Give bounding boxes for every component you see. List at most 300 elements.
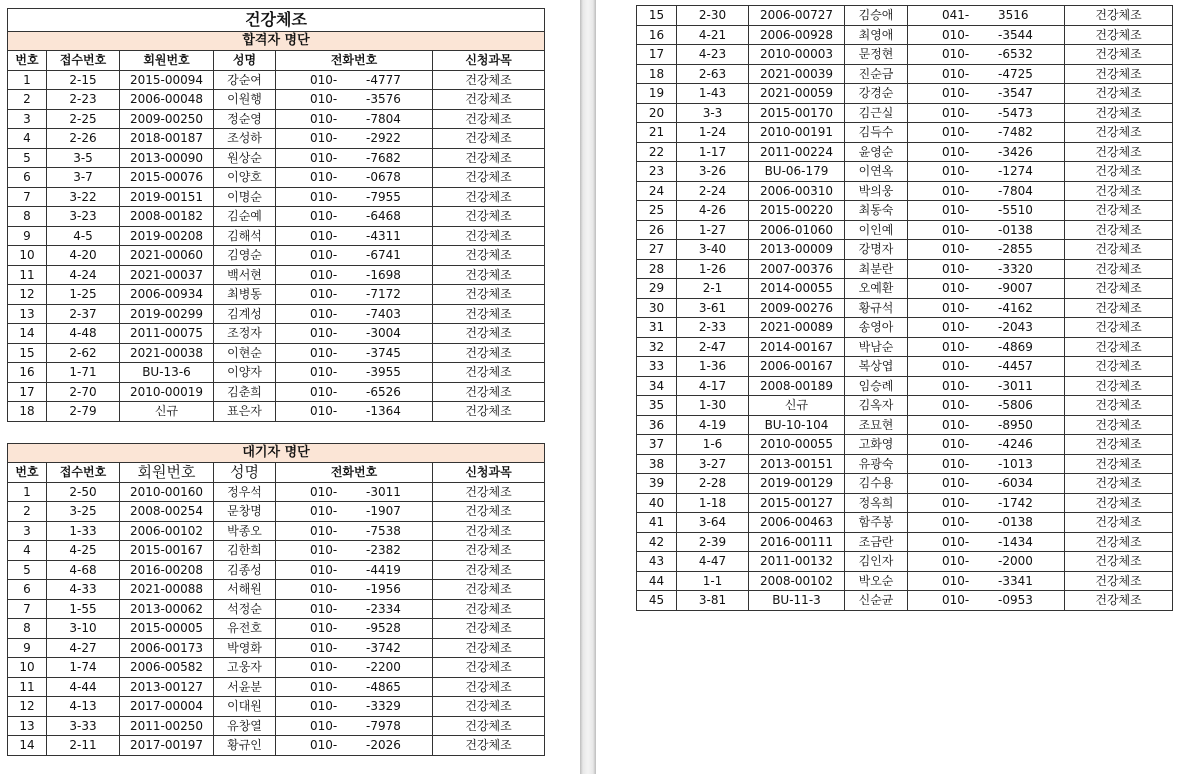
table-row: [8, 129, 545, 149]
course-name: 건강체조: [433, 265, 545, 285]
row-number: 13: [8, 304, 47, 324]
phone-redaction: [969, 591, 993, 610]
phone-prefix: 010-: [310, 345, 338, 360]
phone-redaction: [337, 246, 361, 265]
course-name: 건강체조: [1065, 357, 1173, 377]
member-number: 2011-00132: [749, 552, 845, 572]
phone-suffix: -3341: [998, 573, 1033, 588]
phone-suffix: -7978: [366, 718, 401, 733]
member-name: 최동숙: [845, 201, 908, 221]
course-name: 건강체조: [1065, 552, 1173, 572]
member-name: 정순영: [214, 109, 276, 129]
waiting-roster-continued-body: [637, 6, 1173, 611]
table-row: [637, 318, 1173, 338]
member-name: 김수용: [845, 474, 908, 494]
phone-redaction: [337, 188, 361, 207]
passed-roster-body: [8, 70, 545, 421]
phone-suffix: -7955: [366, 189, 401, 204]
phone-redaction: [337, 561, 361, 580]
phone-redaction: [337, 639, 361, 658]
member-number: 2010-00055: [749, 435, 845, 455]
course-name: 건강체조: [433, 168, 545, 188]
table-row: [637, 474, 1173, 494]
course-name: 건강체조: [1065, 103, 1173, 123]
member-number: 2010-00191: [749, 123, 845, 143]
row-number: 37: [637, 435, 677, 455]
receipt-number: 4-44: [47, 677, 120, 697]
course-name: 건강체조: [433, 521, 545, 541]
phone-redaction: [337, 344, 361, 363]
receipt-number: 2-26: [47, 129, 120, 149]
member-number: 2006-00102: [120, 521, 214, 541]
receipt-number: 2-24: [677, 181, 749, 201]
member-name: 이양자: [214, 363, 276, 383]
phone-prefix: 010-: [942, 144, 970, 159]
phone-number: [276, 580, 433, 600]
member-number: 2021-00038: [120, 343, 214, 363]
table-row: [637, 493, 1173, 513]
table-row: [8, 560, 545, 580]
receipt-number: 2-11: [47, 736, 120, 756]
course-name: 건강체조: [1065, 298, 1173, 318]
phone-redaction: [337, 90, 361, 109]
phone-number: [276, 658, 433, 678]
phone-number: [276, 697, 433, 717]
row-number: 15: [637, 6, 677, 26]
course-name: 건강체조: [1065, 123, 1173, 143]
phone-number: [908, 571, 1065, 591]
phone-number: [276, 402, 433, 422]
member-name: 함주봉: [845, 513, 908, 533]
phone-number: [908, 435, 1065, 455]
row-number: 7: [8, 599, 47, 619]
receipt-number: 1-74: [47, 658, 120, 678]
receipt-number: 2-28: [677, 474, 749, 494]
phone-redaction: [337, 580, 361, 599]
phone-redaction: [969, 299, 993, 318]
phone-number: [276, 226, 433, 246]
member-name: 김한희: [214, 541, 276, 561]
row-number: 27: [637, 240, 677, 260]
row-number: 2: [8, 502, 47, 522]
member-number: BU-10-104: [749, 415, 845, 435]
receipt-number: 4-68: [47, 560, 120, 580]
table-row: [8, 697, 545, 717]
member-name: 표은자: [214, 402, 276, 422]
course-name: 건강체조: [433, 207, 545, 227]
phone-prefix: 010-: [942, 495, 970, 510]
course-name: 건강체조: [1065, 435, 1173, 455]
receipt-number: 1-33: [47, 521, 120, 541]
phone-number: [908, 84, 1065, 104]
member-name: 김영순: [214, 246, 276, 266]
phone-prefix: 010-: [942, 183, 970, 198]
course-name: 건강체조: [1065, 493, 1173, 513]
member-name: 김종성: [214, 560, 276, 580]
phone-redaction: [969, 162, 993, 181]
column-header-member: 회원번호: [120, 463, 214, 483]
phone-number: [908, 376, 1065, 396]
member-number: 2018-00187: [120, 129, 214, 149]
phone-prefix: 010-: [942, 281, 970, 295]
member-number: 2021-00060: [120, 246, 214, 266]
phone-suffix: -9528: [366, 621, 401, 635]
member-name: 황규석: [845, 298, 908, 318]
phone-prefix: 010-: [310, 92, 338, 106]
phone-number: [276, 168, 433, 188]
phone-suffix: -2334: [366, 601, 401, 616]
member-number: BU-06-179: [749, 162, 845, 182]
table-row: [8, 402, 545, 422]
receipt-number: 3-27: [677, 454, 749, 474]
phone-suffix: 3516: [998, 8, 1029, 22]
phone-redaction: [969, 513, 993, 532]
receipt-number: 2-63: [677, 64, 749, 84]
course-name: 건강체조: [1065, 415, 1173, 435]
phone-redaction: [337, 149, 361, 168]
phone-number: [908, 162, 1065, 182]
phone-prefix: 010-: [942, 437, 970, 451]
receipt-number: 1-43: [677, 84, 749, 104]
receipt-number: 3-81: [677, 591, 749, 611]
row-number: 7: [8, 187, 47, 207]
member-number: 2017-00197: [120, 736, 214, 756]
course-name: 건강체조: [1065, 337, 1173, 357]
phone-prefix: 010-: [942, 554, 970, 568]
document-page-left: [0, 0, 580, 774]
phone-number: [908, 454, 1065, 474]
phone-prefix: 010-: [942, 534, 970, 549]
member-number: 2013-00151: [749, 454, 845, 474]
course-name: 건강체조: [433, 619, 545, 639]
phone-suffix: -1698: [366, 267, 401, 282]
phone-prefix: 010-: [942, 417, 970, 432]
course-name: 건강체조: [1065, 454, 1173, 474]
phone-number: [908, 474, 1065, 494]
member-number: 2014-00055: [749, 279, 845, 299]
course-name: 건강체조: [1065, 571, 1173, 591]
member-name: 이대원: [214, 697, 276, 717]
row-number: 30: [637, 298, 677, 318]
phone-prefix: 010-: [310, 621, 338, 635]
member-name: 고웅자: [214, 658, 276, 678]
receipt-number: 3-23: [47, 207, 120, 227]
member-number: 2009-00276: [749, 298, 845, 318]
phone-number: [908, 181, 1065, 201]
table-row: [8, 304, 545, 324]
phone-number: [276, 148, 433, 168]
row-number: 19: [637, 84, 677, 104]
table-row: [637, 220, 1173, 240]
document-title: 건강체조: [8, 9, 545, 32]
phone-suffix: -2855: [998, 242, 1033, 256]
phone-prefix: 010-: [310, 384, 338, 399]
table-row: [8, 736, 545, 756]
member-name: 정옥희: [845, 493, 908, 513]
table-row: [637, 591, 1173, 611]
receipt-number: 3-26: [677, 162, 749, 182]
member-number: 2006-00727: [749, 6, 845, 26]
table-row: [8, 619, 545, 639]
table-row: [637, 181, 1173, 201]
phone-prefix: 010-: [310, 601, 338, 616]
phone-redaction: [969, 45, 993, 64]
receipt-number: 2-1: [677, 279, 749, 299]
phone-redaction: [969, 494, 993, 513]
phone-redaction: [337, 483, 361, 502]
table-row: [8, 521, 545, 541]
course-name: 건강체조: [1065, 240, 1173, 260]
receipt-number: 2-70: [47, 382, 120, 402]
row-number: 15: [8, 343, 47, 363]
receipt-number: 4-27: [47, 638, 120, 658]
table-row: [8, 187, 545, 207]
phone-prefix: 010-: [310, 484, 338, 499]
phone-suffix: -0953: [998, 593, 1033, 607]
course-name: 건강체조: [433, 382, 545, 402]
member-name: 박영화: [214, 638, 276, 658]
member-name: 서윤분: [214, 677, 276, 697]
course-name: 건강체조: [433, 226, 545, 246]
member-number: 2006-01060: [749, 220, 845, 240]
course-name: 건강체조: [433, 599, 545, 619]
table-row: [637, 45, 1173, 65]
table-row: [8, 658, 545, 678]
receipt-number: 4-33: [47, 580, 120, 600]
row-number: 9: [8, 226, 47, 246]
receipt-number: 3-10: [47, 619, 120, 639]
course-name: 건강체조: [433, 402, 545, 422]
receipt-number: 3-25: [47, 502, 120, 522]
phone-number: [908, 123, 1065, 143]
table-row: [8, 541, 545, 561]
member-number: 2019-00129: [749, 474, 845, 494]
row-number: 18: [8, 402, 47, 422]
course-name: 건강체조: [433, 148, 545, 168]
phone-number: [908, 357, 1065, 377]
member-number: 2008-00182: [120, 207, 214, 227]
phone-redaction: [969, 6, 993, 25]
row-number: 38: [637, 454, 677, 474]
phone-prefix: 010-: [942, 66, 970, 81]
phone-prefix: 010-: [310, 404, 338, 418]
member-number: 2014-00167: [749, 337, 845, 357]
table-row: [8, 90, 545, 110]
course-name: 건강체조: [1065, 279, 1173, 299]
phone-suffix: -4457: [998, 359, 1033, 373]
phone-prefix: 010-: [310, 72, 338, 87]
member-number: 2010-00160: [120, 482, 214, 502]
member-name: 이양호: [214, 168, 276, 188]
phone-suffix: -2026: [366, 738, 401, 752]
phone-suffix: -7172: [366, 287, 401, 301]
course-name: 건강체조: [433, 109, 545, 129]
phone-suffix: -5510: [998, 203, 1033, 217]
receipt-number: 3-7: [47, 168, 120, 188]
phone-number: [908, 337, 1065, 357]
phone-redaction: [337, 383, 361, 402]
member-name: 김해석: [214, 226, 276, 246]
receipt-number: 4-26: [677, 201, 749, 221]
row-number: 45: [637, 591, 677, 611]
table-row: [8, 226, 545, 246]
phone-suffix: -2200: [366, 660, 401, 674]
row-number: 3: [8, 109, 47, 129]
table-row: [8, 716, 545, 736]
course-name: 건강체조: [433, 677, 545, 697]
phone-prefix: 010-: [310, 131, 338, 145]
member-number: 2006-00934: [120, 285, 214, 305]
member-number: 2016-00111: [749, 532, 845, 552]
table-row: [637, 513, 1173, 533]
member-number: 2008-00189: [749, 376, 845, 396]
phone-prefix: 010-: [942, 359, 970, 373]
phone-suffix: -7682: [366, 150, 401, 165]
member-number: BU-11-3: [749, 591, 845, 611]
table-row: [8, 207, 545, 227]
receipt-number: 2-47: [677, 337, 749, 357]
phone-prefix: 010-: [942, 261, 970, 276]
course-name: 건강체조: [433, 246, 545, 266]
phone-number: [276, 482, 433, 502]
course-name: 건강체조: [433, 285, 545, 305]
phone-number: [276, 716, 433, 736]
table-row: [637, 337, 1173, 357]
member-name: 김득수: [845, 123, 908, 143]
phone-number: [276, 90, 433, 110]
phone-redaction: [969, 260, 993, 279]
phone-prefix: 010-: [942, 86, 970, 100]
receipt-number: 4-17: [677, 376, 749, 396]
row-number: 34: [637, 376, 677, 396]
receipt-number: 2-39: [677, 532, 749, 552]
page-gap: [580, 0, 596, 774]
table-row: [637, 571, 1173, 591]
row-number: 16: [8, 363, 47, 383]
member-name: 유광숙: [845, 454, 908, 474]
phone-suffix: -4419: [366, 562, 401, 577]
member-number: 2013-00127: [120, 677, 214, 697]
row-number: 1: [8, 482, 47, 502]
table-header-row: [8, 51, 545, 71]
phone-redaction: [337, 402, 361, 421]
phone-suffix: -3745: [366, 345, 401, 360]
phone-suffix: -3011: [366, 484, 401, 499]
member-name: 강순여: [214, 70, 276, 90]
member-number: 2006-00167: [749, 357, 845, 377]
phone-suffix: -2922: [366, 131, 401, 145]
phone-redaction: [337, 227, 361, 246]
member-number: 2015-00076: [120, 168, 214, 188]
phone-number: [908, 220, 1065, 240]
table-row: [8, 599, 545, 619]
course-name: 건강체조: [1065, 591, 1173, 611]
receipt-number: 2-15: [47, 70, 120, 90]
phone-suffix: -1742: [998, 495, 1033, 510]
member-number: 신규: [120, 402, 214, 422]
table-row: [8, 109, 545, 129]
receipt-number: 2-62: [47, 343, 120, 363]
phone-prefix: 010-: [310, 209, 338, 223]
phone-prefix: 010-: [310, 267, 338, 282]
phone-suffix: -3004: [366, 326, 401, 340]
phone-prefix: 010-: [310, 718, 338, 733]
phone-redaction: [969, 552, 993, 571]
phone-number: [908, 240, 1065, 260]
receipt-number: 1-71: [47, 363, 120, 383]
course-name: 건강체조: [1065, 513, 1173, 533]
member-number: 2010-00003: [749, 45, 845, 65]
member-number: 2011-00224: [749, 142, 845, 162]
member-name: 황규인: [214, 736, 276, 756]
phone-prefix: 010-: [310, 111, 338, 126]
course-name: 건강체조: [1065, 376, 1173, 396]
row-number: 10: [8, 246, 47, 266]
member-name: 강명자: [845, 240, 908, 260]
table-row: [637, 103, 1173, 123]
member-name: 문정현: [845, 45, 908, 65]
table-row: [8, 343, 545, 363]
course-name: 건강체조: [433, 697, 545, 717]
phone-number: [276, 521, 433, 541]
member-number: 2015-00167: [120, 541, 214, 561]
table-row: [8, 382, 545, 402]
member-number: 2015-00220: [749, 201, 845, 221]
course-name: 건강체조: [1065, 45, 1173, 65]
member-name: 김근실: [845, 103, 908, 123]
phone-prefix: 010-: [942, 222, 970, 237]
member-name: 김승애: [845, 6, 908, 26]
phone-prefix: 010-: [310, 228, 338, 243]
table-row: [637, 298, 1173, 318]
member-name: 오예환: [845, 279, 908, 299]
member-number: 2011-00075: [120, 324, 214, 344]
phone-prefix: 010-: [310, 679, 338, 694]
row-number: 11: [8, 265, 47, 285]
phone-prefix: 010-: [310, 189, 338, 204]
member-number: 2007-00376: [749, 259, 845, 279]
receipt-number: 4-13: [47, 697, 120, 717]
phone-number: [276, 324, 433, 344]
row-number: 22: [637, 142, 677, 162]
row-number: 4: [8, 129, 47, 149]
phone-number: [276, 246, 433, 266]
phone-prefix: 010-: [942, 398, 970, 412]
phone-prefix: 010-: [942, 300, 970, 315]
phone-redaction: [969, 474, 993, 493]
member-number: 2015-00094: [120, 70, 214, 90]
phone-number: [908, 6, 1065, 26]
receipt-number: 2-23: [47, 90, 120, 110]
passed-roster-table: [7, 8, 545, 422]
member-name: 이현순: [214, 343, 276, 363]
phone-redaction: [337, 678, 361, 697]
phone-redaction: [337, 207, 361, 226]
table-row: [8, 148, 545, 168]
phone-redaction: [337, 324, 361, 343]
course-name: 건강체조: [1065, 220, 1173, 240]
member-number: 2013-00009: [749, 240, 845, 260]
phone-prefix: 010-: [942, 456, 970, 471]
row-number: 28: [637, 259, 677, 279]
phone-suffix: -6468: [366, 209, 401, 223]
phone-prefix: 010-: [310, 523, 338, 538]
table-row: [8, 482, 545, 502]
phone-redaction: [969, 416, 993, 435]
table-row: [8, 324, 545, 344]
phone-suffix: -1956: [366, 582, 401, 596]
receipt-number: 1-18: [677, 493, 749, 513]
